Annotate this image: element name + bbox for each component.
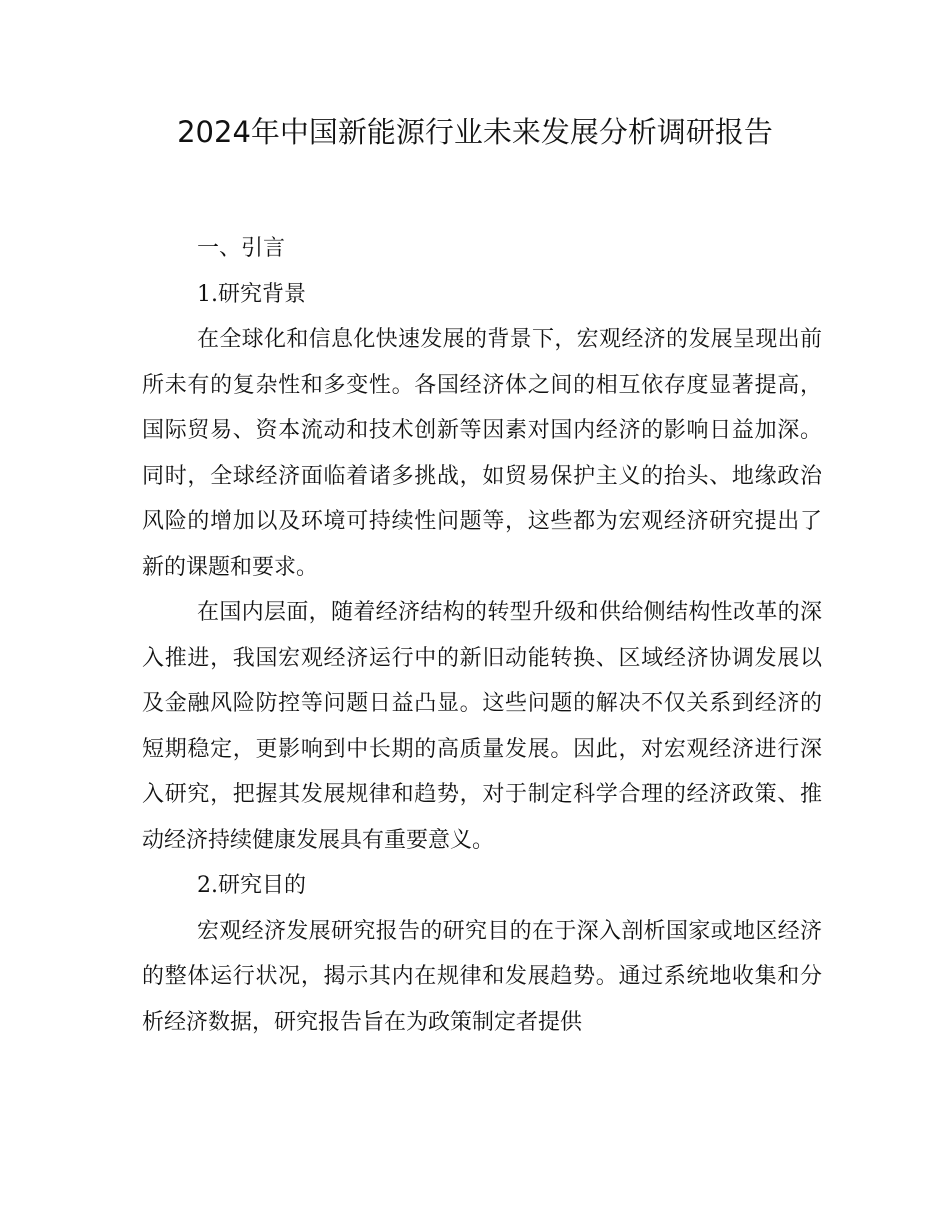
section-heading-introduction: 一、引言: [197, 236, 286, 261]
document-body: [142, 226, 822, 1045]
subsection-heading-purpose: 2.研究目的: [197, 873, 306, 898]
paragraph-background-2: 在国内层面，随着经济结构的转型升级和供给侧结构性改革的深入推进，我国宏观经济运行中的新旧动能转换、区域经济协调发展以及金融风险防控等问题日益凸显。这些问题的解决不仅关系到经济的短期稳定，更影响到中长期的高质量发展。因此，对宏观经济进行深入研究，把握其发展规律和趋势，对于制定科学合理的经济政策、推动经济持续健康发展具有重要意义。: [142, 600, 822, 853]
paragraph-purpose-1: 宏观经济发展研究报告的研究目的在于深入剖析国家或地区经济的整体运行状况，揭示其内在规律和发展趋势。通过系统地收集和分析经济数据，研究报告旨在为政策制定者提供: [142, 918, 822, 1035]
paragraph-background-1: 在全球化和信息化快速发展的背景下，宏观经济的发展呈现出前所未有的复杂性和多变性。各国经济体之间的相互依存度显著提高，国际贸易、资本流动和技术创新等因素对国内经济的影响日益加深。同时，全球经济面临着诸多挑战，如贸易保护主义的抬头、地缘政治风险的增加以及环境可持续性问题等，这些都为宏观经济研究提出了新的课题和要求。: [142, 327, 822, 580]
subsection-heading-background: 1.研究背景: [197, 281, 306, 307]
document-title: 2024年中国新能源行业未来发展分析调研报告: [177, 115, 773, 149]
